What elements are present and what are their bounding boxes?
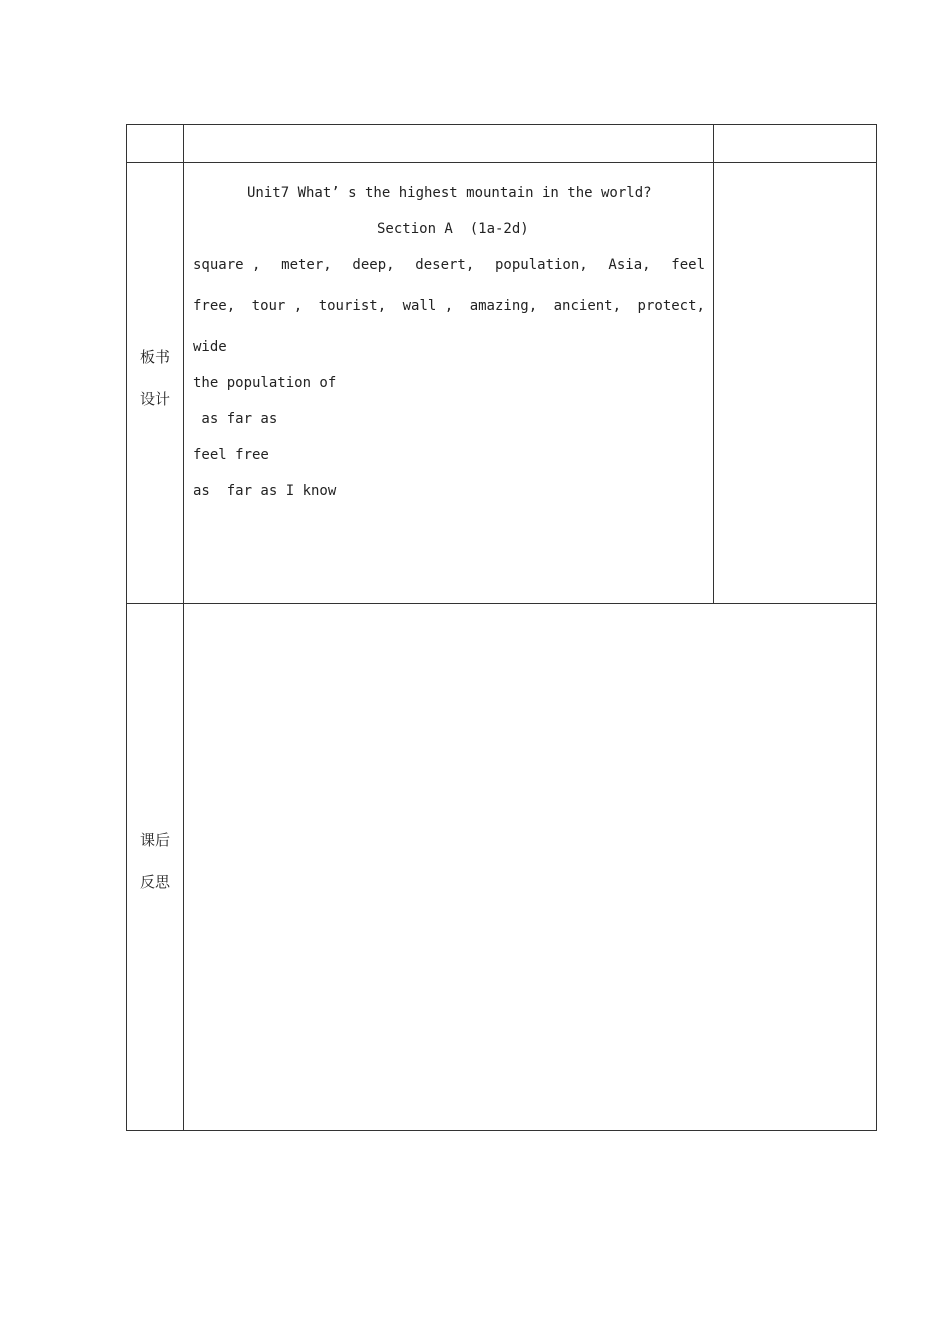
reflection-label-line1: 课后 bbox=[139, 831, 170, 849]
vocab-word: free, bbox=[193, 298, 236, 314]
phrase-line: as far as bbox=[193, 411, 278, 427]
vocab-word: desert, bbox=[415, 257, 475, 273]
board-design-label-line2: 设计 bbox=[139, 390, 170, 408]
vocab-word: wall , bbox=[402, 298, 454, 314]
vocab-word: meter, bbox=[281, 257, 332, 273]
unit-title: Unit7 What’ s the highest mountain in the world? bbox=[247, 185, 652, 201]
reflection-label-line2: 反思 bbox=[139, 873, 170, 891]
reflection-label bbox=[127, 819, 183, 903]
vocabulary-line-2 bbox=[193, 298, 705, 314]
table-border-bottom bbox=[126, 1130, 877, 1131]
vocab-word: Asia, bbox=[608, 257, 651, 273]
vocab-word: population, bbox=[495, 257, 588, 273]
phrase-line: the population of bbox=[193, 375, 337, 391]
reflection-content-area bbox=[184, 604, 876, 1130]
phrase-line: feel free bbox=[193, 447, 269, 463]
vocab-word: square , bbox=[193, 257, 261, 273]
vocab-word: tourist, bbox=[318, 298, 387, 314]
board-design-label-line1: 板书 bbox=[139, 348, 170, 366]
table-row-divider bbox=[126, 162, 877, 163]
vocab-word: protect, bbox=[637, 298, 705, 314]
vocabulary-line-1 bbox=[193, 257, 705, 273]
table-column-divider bbox=[713, 124, 714, 604]
phrase-line: as far as I know bbox=[193, 483, 337, 499]
vocabulary-line-3: wide bbox=[193, 339, 227, 355]
board-design-label bbox=[127, 336, 183, 420]
vocab-word: amazing, bbox=[469, 298, 538, 314]
vocab-word: tour , bbox=[251, 298, 303, 314]
table-border-left bbox=[126, 124, 127, 1131]
vocab-word: ancient, bbox=[553, 298, 622, 314]
table-border-right bbox=[876, 124, 877, 1131]
vocab-word: deep, bbox=[352, 257, 395, 273]
section-title: Section A (1a-2d) bbox=[377, 221, 529, 237]
vocab-word: feel bbox=[671, 257, 705, 273]
table-border-top bbox=[126, 124, 877, 125]
